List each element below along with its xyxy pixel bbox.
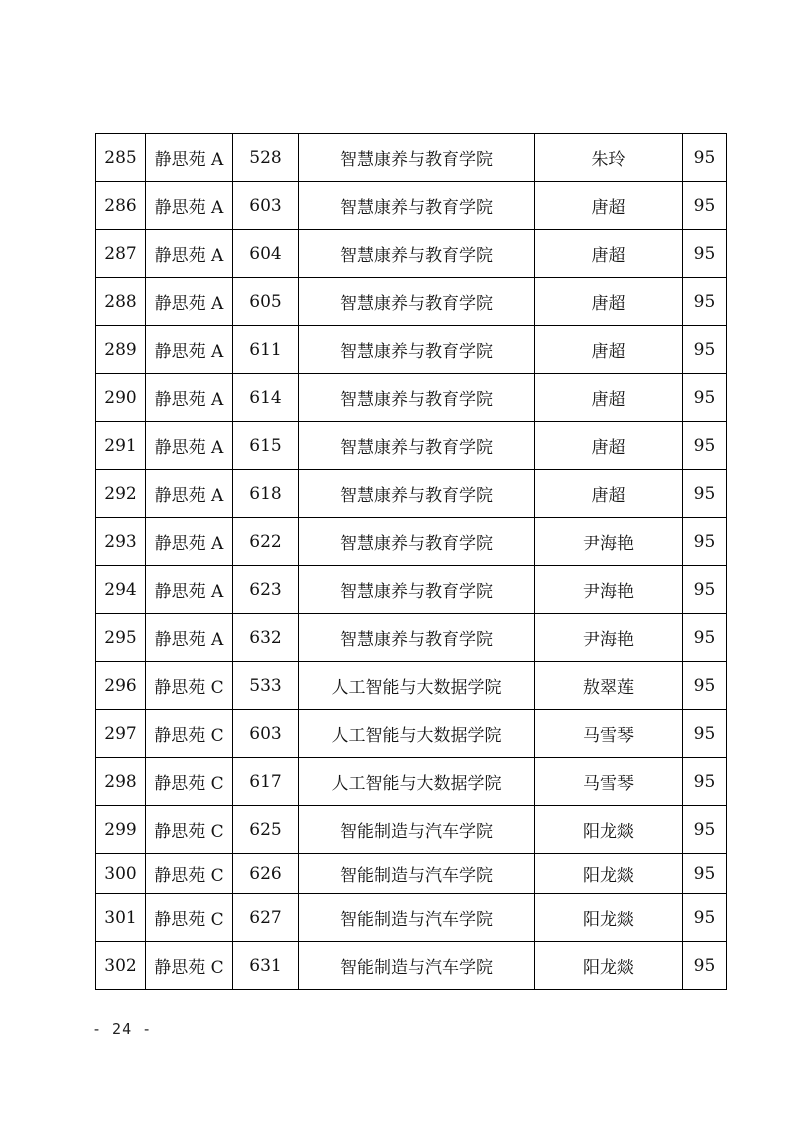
row-number-cell: 290 (96, 374, 146, 422)
table-row (96, 566, 727, 614)
table-row (96, 278, 727, 326)
score-cell: 95 (683, 942, 727, 990)
building-cell: 静思苑 C (146, 854, 233, 894)
college-cell: 人工智能与大数据学院 (299, 758, 535, 806)
room-number-cell: 627 (233, 894, 299, 942)
building-cell: 静思苑 A (146, 182, 233, 230)
row-number-cell: 289 (96, 326, 146, 374)
row-number-cell: 285 (96, 134, 146, 182)
room-number-cell: 622 (233, 518, 299, 566)
college-cell: 智慧康养与教育学院 (299, 422, 535, 470)
room-number-cell: 603 (233, 710, 299, 758)
table-row (96, 614, 727, 662)
counselor-cell: 唐超 (535, 278, 683, 326)
counselor-cell: 唐超 (535, 374, 683, 422)
counselor-cell: 敖翠莲 (535, 662, 683, 710)
college-cell: 智慧康养与教育学院 (299, 566, 535, 614)
row-number-cell: 293 (96, 518, 146, 566)
counselor-cell: 马雪琴 (535, 758, 683, 806)
counselor-cell: 唐超 (535, 422, 683, 470)
room-number-cell: 528 (233, 134, 299, 182)
counselor-cell: 尹海艳 (535, 566, 683, 614)
building-cell: 静思苑 C (146, 758, 233, 806)
room-number-cell: 603 (233, 182, 299, 230)
building-cell: 静思苑 A (146, 470, 233, 518)
score-cell: 95 (683, 374, 727, 422)
college-cell: 智慧康养与教育学院 (299, 326, 535, 374)
table-row (96, 662, 727, 710)
row-number-cell: 295 (96, 614, 146, 662)
table-row (96, 894, 727, 942)
building-cell: 静思苑 C (146, 710, 233, 758)
counselor-cell: 唐超 (535, 182, 683, 230)
score-cell: 95 (683, 854, 727, 894)
counselor-cell: 唐超 (535, 470, 683, 518)
score-cell: 95 (683, 566, 727, 614)
college-cell: 智慧康养与教育学院 (299, 614, 535, 662)
room-number-cell: 533 (233, 662, 299, 710)
college-cell: 智能制造与汽车学院 (299, 942, 535, 990)
building-cell: 静思苑 A (146, 374, 233, 422)
room-number-cell: 604 (233, 230, 299, 278)
room-number-cell: 632 (233, 614, 299, 662)
row-number-cell: 292 (96, 470, 146, 518)
college-cell: 人工智能与大数据学院 (299, 662, 535, 710)
college-cell: 人工智能与大数据学院 (299, 710, 535, 758)
counselor-cell: 尹海艳 (535, 518, 683, 566)
counselor-cell: 尹海艳 (535, 614, 683, 662)
room-number-cell: 631 (233, 942, 299, 990)
counselor-cell: 马雪琴 (535, 710, 683, 758)
table-row (96, 134, 727, 182)
row-number-cell: 297 (96, 710, 146, 758)
row-number-cell: 299 (96, 806, 146, 854)
table-row (96, 854, 727, 894)
table-row (96, 230, 727, 278)
table-row (96, 518, 727, 566)
college-cell: 智能制造与汽车学院 (299, 854, 535, 894)
score-cell: 95 (683, 662, 727, 710)
building-cell: 静思苑 A (146, 422, 233, 470)
table-body (96, 134, 727, 990)
table-row (96, 470, 727, 518)
table-row (96, 758, 727, 806)
table-row (96, 422, 727, 470)
counselor-cell: 朱玲 (535, 134, 683, 182)
row-number-cell: 302 (96, 942, 146, 990)
building-cell: 静思苑 A (146, 134, 233, 182)
counselor-cell: 阳龙燚 (535, 806, 683, 854)
row-number-cell: 288 (96, 278, 146, 326)
building-cell: 静思苑 A (146, 518, 233, 566)
college-cell: 智慧康养与教育学院 (299, 182, 535, 230)
row-number-cell: 300 (96, 854, 146, 894)
building-cell: 静思苑 C (146, 894, 233, 942)
room-number-cell: 625 (233, 806, 299, 854)
counselor-cell: 阳龙燚 (535, 894, 683, 942)
score-cell: 95 (683, 806, 727, 854)
room-number-cell: 615 (233, 422, 299, 470)
building-cell: 静思苑 C (146, 662, 233, 710)
row-number-cell: 287 (96, 230, 146, 278)
counselor-cell: 阳龙燚 (535, 942, 683, 990)
college-cell: 智能制造与汽车学院 (299, 894, 535, 942)
building-cell: 静思苑 A (146, 278, 233, 326)
score-cell: 95 (683, 470, 727, 518)
college-cell: 智慧康养与教育学院 (299, 278, 535, 326)
score-cell: 95 (683, 326, 727, 374)
table-row (96, 806, 727, 854)
building-cell: 静思苑 A (146, 614, 233, 662)
row-number-cell: 296 (96, 662, 146, 710)
room-number-cell: 611 (233, 326, 299, 374)
college-cell: 智慧康养与教育学院 (299, 230, 535, 278)
college-cell: 智慧康养与教育学院 (299, 134, 535, 182)
room-number-cell: 626 (233, 854, 299, 894)
page-number: - 24 - (92, 1020, 153, 1038)
row-number-cell: 286 (96, 182, 146, 230)
counselor-cell: 阳龙燚 (535, 854, 683, 894)
dormitory-score-table (95, 133, 727, 990)
score-cell: 95 (683, 134, 727, 182)
row-number-cell: 291 (96, 422, 146, 470)
score-cell: 95 (683, 710, 727, 758)
table-row (96, 182, 727, 230)
building-cell: 静思苑 C (146, 806, 233, 854)
score-cell: 95 (683, 518, 727, 566)
score-cell: 95 (683, 182, 727, 230)
building-cell: 静思苑 A (146, 230, 233, 278)
college-cell: 智慧康养与教育学院 (299, 374, 535, 422)
score-cell: 95 (683, 758, 727, 806)
row-number-cell: 298 (96, 758, 146, 806)
room-number-cell: 617 (233, 758, 299, 806)
building-cell: 静思苑 A (146, 326, 233, 374)
score-cell: 95 (683, 422, 727, 470)
building-cell: 静思苑 A (146, 566, 233, 614)
table-row (96, 374, 727, 422)
table-row (96, 326, 727, 374)
score-cell: 95 (683, 230, 727, 278)
score-cell: 95 (683, 278, 727, 326)
counselor-cell: 唐超 (535, 230, 683, 278)
score-cell: 95 (683, 614, 727, 662)
room-number-cell: 623 (233, 566, 299, 614)
counselor-cell: 唐超 (535, 326, 683, 374)
table-row (96, 710, 727, 758)
college-cell: 智慧康养与教育学院 (299, 470, 535, 518)
room-number-cell: 614 (233, 374, 299, 422)
table-row (96, 942, 727, 990)
room-number-cell: 605 (233, 278, 299, 326)
room-number-cell: 618 (233, 470, 299, 518)
row-number-cell: 301 (96, 894, 146, 942)
row-number-cell: 294 (96, 566, 146, 614)
college-cell: 智慧康养与教育学院 (299, 518, 535, 566)
building-cell: 静思苑 C (146, 942, 233, 990)
score-cell: 95 (683, 894, 727, 942)
college-cell: 智能制造与汽车学院 (299, 806, 535, 854)
